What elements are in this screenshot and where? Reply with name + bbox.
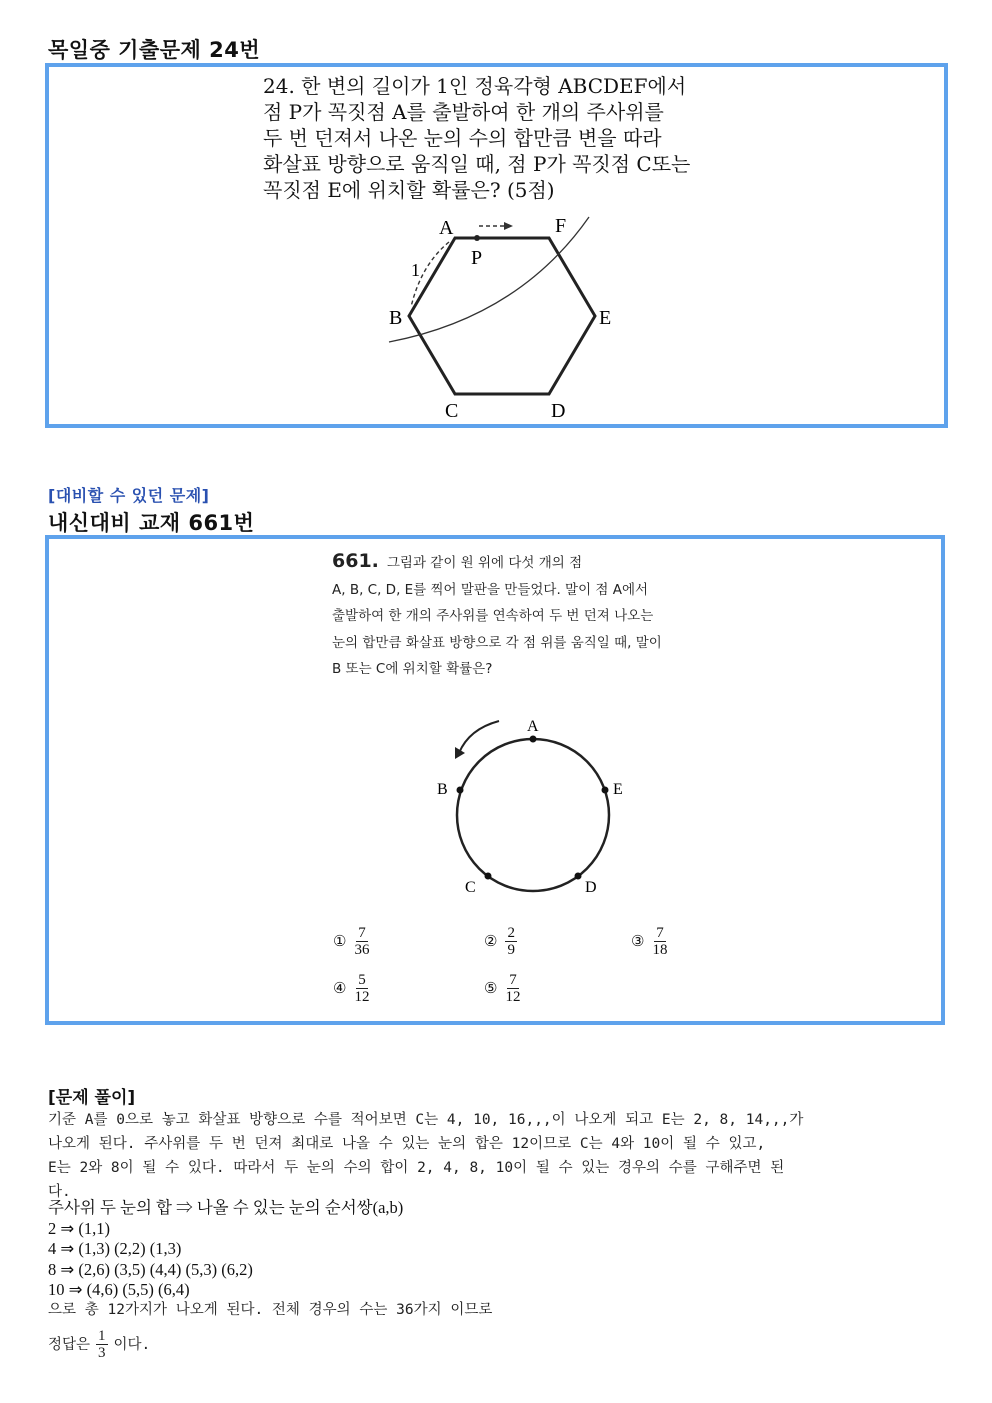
section2-title: 내신대비 교재 661번 — [48, 511, 255, 535]
circle-label-b: B — [437, 781, 448, 798]
math-line: 8 ⇒ (2,6) (3,5) (4,4) (5,3) (6,2) — [48, 1259, 253, 1279]
choice-fraction: $\frac{2}{9}$ — [507, 925, 515, 958]
problem-661-text — [332, 548, 662, 683]
solution-heading: [문제 풀이] — [48, 1088, 136, 1108]
answer-fraction: $\frac{1}{3}$ — [98, 1328, 106, 1361]
label-p: P — [471, 247, 483, 269]
choice-mark: ④ — [333, 981, 347, 997]
problem-661-line: A, B, C, D, E를 찍어 말판을 만들었다. 말이 점 A에서 — [332, 581, 649, 598]
label-b: B — [389, 307, 403, 329]
circle-label-c: C — [465, 879, 476, 894]
solution-math — [48, 1198, 403, 1301]
math-line: 4 ⇒ (1,3) (2,2) (1,3) — [48, 1239, 182, 1258]
point-a — [530, 736, 537, 743]
problem-661-line: 출발하여 한 개의 주사위를 연속하여 두 번 던져 나오는 — [332, 608, 654, 624]
choice-mark: ② — [484, 934, 498, 950]
point-c — [485, 873, 492, 880]
direction-arc — [459, 721, 499, 753]
choice-fraction: $\frac{5}{12}$ — [354, 972, 370, 1005]
arrow-head-icon — [504, 222, 513, 230]
choice-fraction: $\frac{7}{18}$ — [652, 925, 668, 958]
circle-figure — [429, 709, 649, 894]
solution-line: 다. — [48, 1184, 71, 1200]
solution-paragraph — [48, 1108, 948, 1204]
circle-label-d: D — [585, 879, 597, 894]
choice-mark: ⑤ — [484, 981, 498, 997]
problem-24-text — [263, 73, 690, 203]
circle-board — [457, 739, 609, 891]
choice-mark: ③ — [631, 934, 645, 950]
math-line: 주사위 두 눈의 합 ⇒ 나올 수 있는 눈의 순서쌍(a,b) — [48, 1198, 404, 1217]
point-p — [474, 235, 480, 241]
hexagon-figure — [379, 207, 679, 422]
hexagon-shape — [409, 238, 595, 394]
circle-label-e: E — [613, 781, 623, 798]
label-e: E — [599, 307, 612, 329]
problem-661-line: B 또는 C에 위치할 확률은? — [332, 661, 493, 677]
problem-661-line: 눈의 합만큼 화살표 방향으로 각 점 위를 움직일 때, 말이 — [332, 634, 662, 651]
answer-prefix: 정답은 — [48, 1336, 91, 1353]
choice-5[interactable] — [484, 972, 520, 1005]
problem-661-number: 661. — [332, 550, 379, 572]
point-d — [575, 873, 582, 880]
answer-suffix: 이다. — [113, 1336, 151, 1353]
solution-line: 나오게 된다. 주사위를 두 번 던져 최대로 나올 수 있는 눈의 합은 12이므로 C는 4와 10이 될 수 있고, — [48, 1136, 766, 1152]
choice-1[interactable] — [333, 925, 369, 958]
choice-fraction: $\frac{7}{12}$ — [505, 972, 521, 1005]
problem-24-line: 두 번 던져서 나온 눈의 수의 합만큼 변을 따라 — [263, 126, 662, 150]
problem-661-line: 그림과 같이 원 위에 다섯 개의 점 — [386, 555, 583, 571]
solution-answer — [48, 1328, 150, 1361]
problem-24-box — [45, 63, 948, 428]
section2-subtitle: [대비할 수 있던 문제] — [48, 486, 210, 505]
point-e — [602, 787, 609, 794]
label-side-1: 1 — [411, 260, 420, 280]
problem-24-line: 화살표 방향으로 움직일 때, 점 P가 꼭짓점 C또는 — [263, 152, 691, 176]
problem-24-line: 24. 한 변의 길이가 1인 정육각형 ABCDEF에서 — [263, 74, 687, 98]
math-line: 2 ⇒ (1,1) — [48, 1218, 110, 1238]
problem-661-box — [45, 535, 945, 1025]
problem-24-line: 점 P가 꼭짓점 A를 출발하여 한 개의 주사위를 — [263, 100, 664, 124]
choice-mark: ① — [333, 934, 347, 950]
section1-title: 목일중 기출문제 24번 — [48, 38, 261, 62]
solution-line: E는 2와 8이 될 수 있다. 따라서 두 눈의 수의 합이 2, 4, 8, 10이 될 수 있는 경우의 수를 구해주면 된 — [48, 1160, 785, 1176]
label-d: D — [551, 400, 566, 422]
choice-2[interactable] — [484, 925, 517, 958]
label-c: C — [445, 400, 459, 422]
point-b — [457, 787, 464, 794]
label-a: A — [439, 217, 454, 239]
problem-24-line: 꼭짓점 E에 위치할 확률은? (5점) — [263, 178, 555, 202]
choice-4[interactable] — [333, 972, 369, 1005]
label-f: F — [555, 215, 567, 237]
math-line: 10 ⇒ (4,6) (5,5) (6,4) — [48, 1280, 190, 1299]
choice-3[interactable] — [631, 925, 667, 958]
solution-conclusion: 으로 총 12가지가 나오게 된다. 전체 경우의 수는 36가지 이므로 — [48, 1302, 493, 1318]
circle-label-a: A — [527, 718, 539, 735]
solution-line: 기준 A를 0으로 놓고 화살표 방향으로 수를 적어보면 C는 4, 10, 16,,,이 나오게 되고 E는 2, 8, 14,,,가 — [48, 1112, 804, 1128]
choice-fraction: $\frac{7}{36}$ — [354, 925, 370, 958]
